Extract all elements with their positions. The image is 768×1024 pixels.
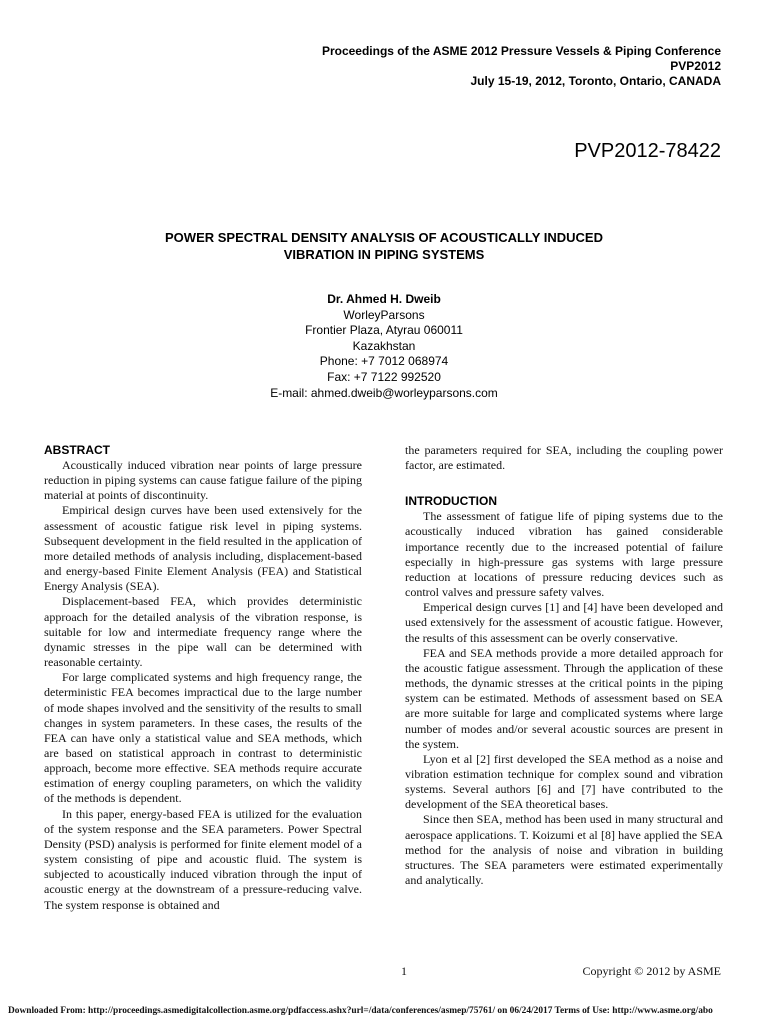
proceedings-line: Proceedings of the ASME 2012 Pressure Vessels & Piping Conference — [321, 44, 721, 58]
title-line-1: POWER SPECTRAL DENSITY ANALYSIS OF ACOUSTICALLY INDUCED — [165, 230, 603, 245]
introduction-heading: INTRODUCTION — [405, 494, 497, 509]
paper-title — [84, 229, 684, 263]
abstract-paragraph: In this paper, energy-based FEA is utilized for the evaluation of the system response and the SEA parameters. Power Spectral Density (PSD) analysis is performed for finite element model of a system consisting of pipe and acoustic fluid. The system is subjected to acoustically induced vibration through the input of acoustic energy at the downstream of a pressure-reducing valve. The system response is obtained and — [44, 806, 362, 912]
abstract-heading: ABSTRACT — [44, 443, 110, 457]
author-country: Kazakhstan — [352, 338, 416, 353]
author-block — [84, 292, 684, 401]
author-email: E-mail: ahmed.dweib@worleyparsons.com — [270, 385, 498, 400]
author-fax: Fax: +7 7122 992520 — [327, 369, 441, 384]
right-column — [405, 443, 723, 888]
page-number: 1 — [401, 964, 407, 978]
conference-code: PVP2012 — [670, 59, 721, 73]
abstract-continuation: the parameters required for SEA, including the coupling power factor, are estimated. — [405, 443, 723, 473]
abstract-paragraph: Empirical design curves have been used extensively for the assessment of acoustic fatigue risk level in piping systems. Subsequent development in the field resulted in the application of more detailed methods of analysis including, displacement-based and energy-based Finite Element Analysis (FEA) and Statistical Energy Analysis (SEA). — [44, 503, 362, 594]
title-line-2: VIBRATION IN PIPING SYSTEMS — [283, 247, 485, 262]
author-phone: Phone: +7 7012 068974 — [319, 354, 449, 369]
download-footer: Downloaded From: http://proceedings.asmedigitalcollection.asme.org/pdfaccess.ashx?url=/data/conferences/asmep/75761/ on 06/24/2017 Terms of Use: http://www.asme.org/abo — [8, 1006, 713, 1016]
introduction-paragraph: Since then SEA, method has been used in many structural and aerospace applications. T. Koizumi et al [8] have applied the SEA method for the analysis of noise and vibration in building structures. The SEA parameters were estimated experimentally and analytically. — [405, 812, 723, 888]
introduction-paragraph: FEA and SEA methods provide a more detailed approach for the acoustic fatigue assessment. Through the application of these methods, the dynamic stresses at the critical points in the piping system can be estimated. Methods of assessment based on SEA are more suitable for large and complicated systems where large number of modes and/or several acoustic sources are present in the system. — [405, 645, 723, 751]
abstract-paragraph: Displacement-based FEA, which provides deterministic approach for the detailed analysis of the vibration response, is suitable for low and intermediate frequency range where the dynamic stresses in the pipe wall can be determined with reasonable certainty. — [44, 594, 362, 670]
abstract-paragraph: Acoustically induced vibration near points of large pressure reduction in piping systems can cause fatigue failure of the piping material at points of discontinuity. — [44, 458, 362, 503]
conference-header — [121, 44, 721, 89]
abstract-paragraph: For large complicated systems and high frequency range, the deterministic FEA becomes impractical due to the large number of mode shapes involved and the sensitivity of the results to small changes in system parameters. In these cases, the results of the FEA can have only a statistical value and SEA methods, which are based on statistical approach in contrast to deterministic approach, become more effective. SEA methods require accurate estimation of energy coupling parameters, on which the validity of the methods is dependent. — [44, 670, 362, 806]
introduction-paragraph: The assessment of fatigue life of piping systems due to the acoustically induced vibration has gained considerable importance recently due to the increased potential of failure especially in high-pressure gas systems with large pressure reduction at locations of pressure reducing devices such as control valves and pressure safety valves. — [405, 509, 723, 600]
introduction-paragraph: Emperical design curves [1] and [4] have been developed and used extensively for the assessment of acoustic fatigue. However, the results of this assessment can be overly conservative. — [405, 600, 723, 645]
author-address: Frontier Plaza, Atyrau 060011 — [305, 323, 463, 338]
author-organization: WorleyParsons — [343, 307, 425, 322]
copyright-notice: Copyright © 2012 by ASME — [582, 964, 721, 978]
paper-id: PVP2012-78422 — [574, 140, 721, 162]
introduction-paragraph: Lyon et al [2] first developed the SEA method as a noise and vibration estimation technique for complex sound and vibration systems. Several authors [6] and [7] have contributed to the development of the SEA theoretical bases. — [405, 751, 723, 812]
author-name: Dr. Ahmed H. Dweib — [327, 292, 441, 306]
conference-dates-location: July 15-19, 2012, Toronto, Ontario, CANADA — [470, 74, 721, 88]
left-column — [44, 443, 362, 913]
